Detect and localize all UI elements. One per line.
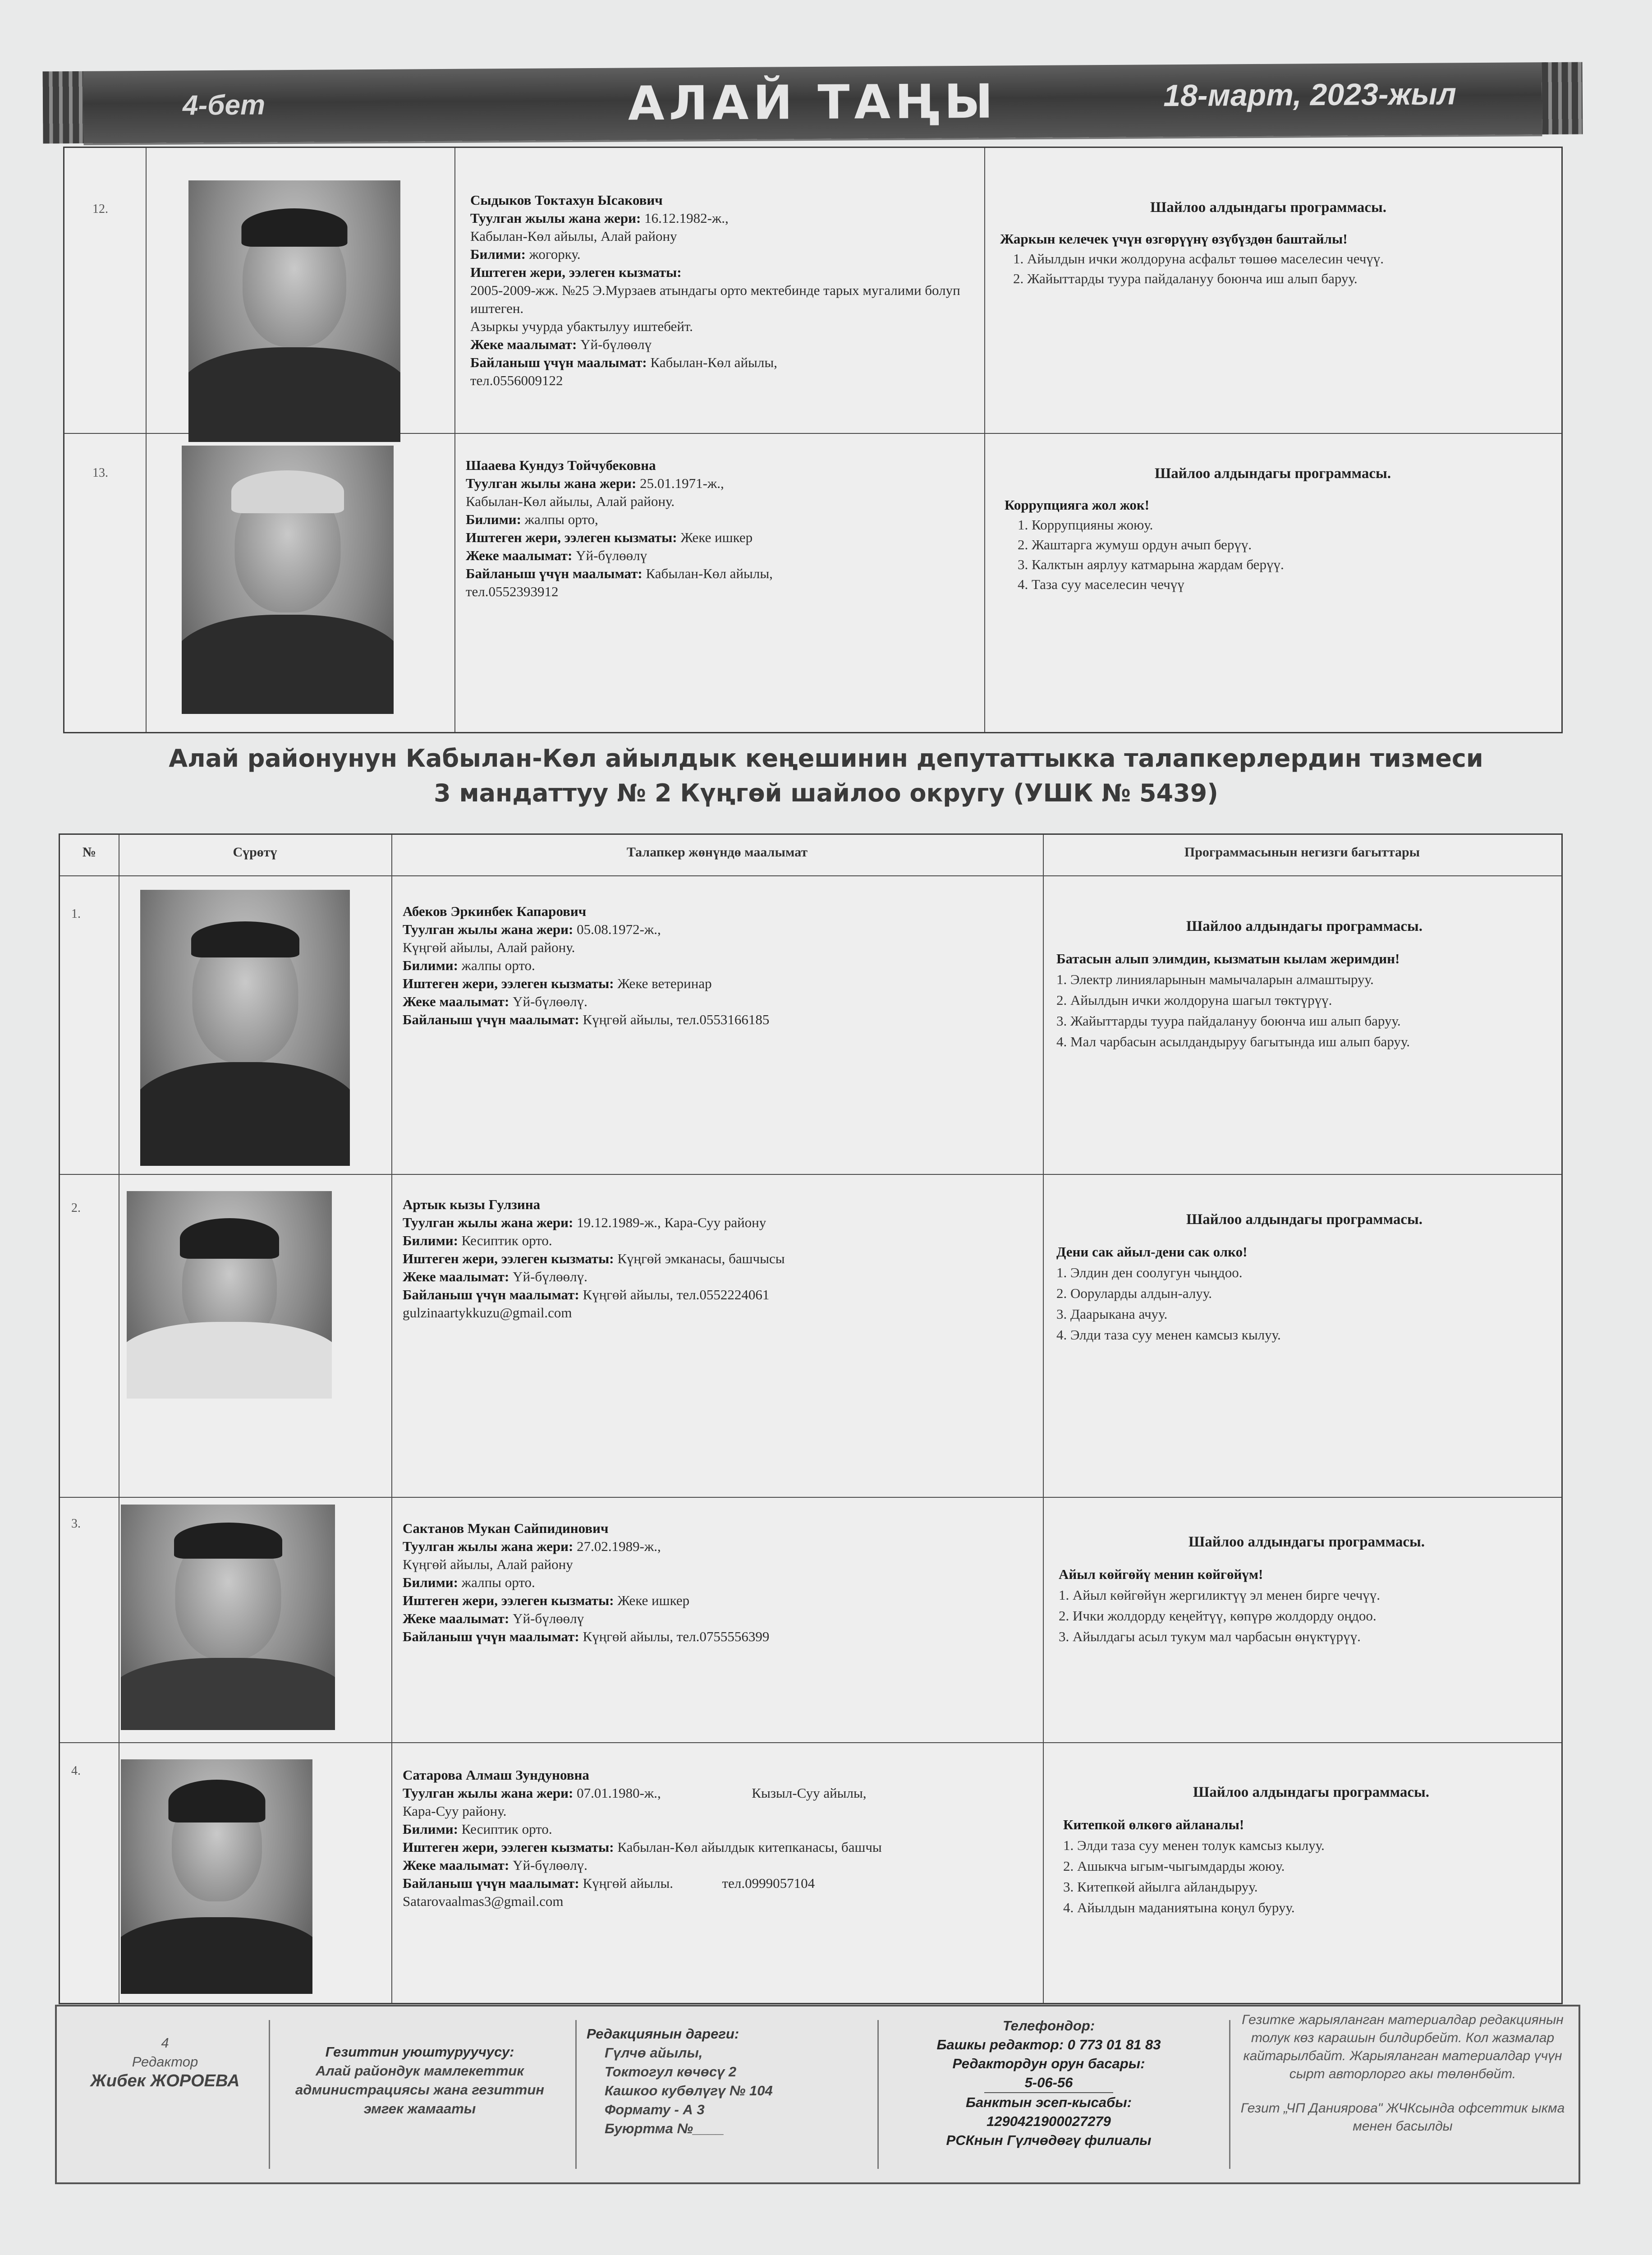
phones-block	[886, 2016, 1211, 2150]
list-item: 1. Айыл көйгөйүн жергиликтүү эл менен бирге чечүү.	[1059, 1587, 1381, 1603]
candidate-photo	[188, 180, 400, 442]
page-number: 4-бет	[182, 89, 266, 121]
program-heading: Шайлоо алдындагы программасы.	[1154, 465, 1391, 482]
address-label: Редакциянын дареги:	[587, 2026, 739, 2042]
program-slogan: Китепкой өлкөгө айланалы!	[1063, 1817, 1244, 1832]
program-heading: Шайлоо алдындагы программасы.	[1186, 1211, 1423, 1228]
candidates-table	[59, 833, 1563, 2004]
phone-deputy-number: 5-06-56	[984, 2073, 1114, 2093]
list-item: 2. Ички жолдорду кеңейтүү, көпүрө жолдорду оңдоо.	[1059, 1608, 1377, 1624]
list-item: 2. Жайыттарды туура пайдалануу боюнча иш алып баруу.	[1027, 269, 1537, 289]
notes-block	[1238, 2011, 1567, 2135]
program-list	[1000, 249, 1537, 289]
list-item: 4. Айылдын маданиятына коңул буруу.	[1063, 1900, 1295, 1915]
list-item: 3. Китепкөй айылга айландыруу.	[1063, 1879, 1258, 1895]
disclaimer-note: Гезитке жарыяланган материалдар редакциянын толук көз карашын билдирбейт. Кол жазмалар кайтарылбайт. Жарыяланган материалдар үчүн сырт авторлорго акы төлөнбөйт.	[1242, 2012, 1564, 2081]
banner-ornament-left	[43, 71, 84, 144]
candidate-photo	[127, 1191, 332, 1399]
candidate-name: Шааева Кундуз Тойчубековна	[466, 457, 656, 473]
list-item: 1. Элди таза суу менен толук камсыз кылуу.	[1063, 1837, 1325, 1853]
list-item: 4. Мал чарбасын асылдандыруу багытында иш алып баруу.	[1056, 1034, 1410, 1049]
section-title-line1: Алай районунун Кабылан-Көл айылдык кеңешинин депутаттыкка талапкерлердин тизмеси	[169, 744, 1483, 773]
row-number: 12.	[92, 202, 108, 216]
top-candidates-table	[63, 147, 1563, 733]
candidate-info: Артык кызы Гулзина Туулган жылы жана жери: 19.12.1989-ж., Кара-Суу району Билими: Кесиптик орто. Иштеген жери, ээлеген кызматы: Күңгөй эмканасы, башчысы Жеке маалымат: Үй-бүлөөлү. Байланыш үчүн маалымат: Күңгөй айылы, тел.0552224061 gulzinaartykkuzu@gmail.com	[403, 1196, 1034, 1322]
candidate-info: Шааева Кундуз Тойчубековна Туулган жылы жана жери: 25.01.1971-ж., Кабылан-Көл айылы, Алай району. Билими: жалпы орто, Иштеген жери, ээлеген кызматы: Жеке ишкер Жеке маалымат: Үй-бүлөөлү Байланыш үчүн маалымат: Кабылан-Көл айылы, тел.0552393912	[466, 456, 971, 601]
section-title	[0, 744, 1652, 807]
address-line: Кашкоо кубөлүгү № 104	[605, 2083, 773, 2099]
candidate-program	[1000, 198, 1537, 289]
list-item: 3. Даарыкана ачуу.	[1056, 1306, 1168, 1322]
candidate-photo	[121, 1759, 312, 1994]
candidate-photo	[140, 890, 350, 1166]
phone-editor: Башкы редактор: 0 773 01 81 83	[936, 2037, 1161, 2053]
candidate-program	[1059, 1532, 1555, 1647]
program-heading: Шайлоо алдындагы программасы.	[1188, 1534, 1425, 1550]
address-line: Токтогул көчөсү 2	[605, 2064, 737, 2080]
candidate-program	[1056, 1209, 1552, 1345]
list-item: 3. Жайыттарды туура пайдалануу боюнча иш алып баруу.	[1056, 1013, 1401, 1029]
program-slogan: Айыл көйгөйү менин көйгөйүм!	[1059, 1566, 1263, 1582]
candidate-photo	[121, 1505, 335, 1730]
bank-branch: РСКнын Гүлчөдөгү филиалы	[946, 2132, 1152, 2148]
list-item: 1. Электр линияларынын мамычаларын алмаштыруу.	[1056, 971, 1374, 987]
issue-date: 18-март, 2023-жыл	[1163, 77, 1457, 113]
address-block	[587, 2025, 866, 2138]
list-item: 1. Элдин ден соолугун чыңдоо.	[1056, 1265, 1243, 1280]
bank-account: 1290421900027279	[987, 2113, 1111, 2129]
address-line: Буюртма №____	[605, 2121, 724, 2136]
list-item: 3. Айылдагы асыл тукум мал чарбасын өнүктүрүү.	[1059, 1629, 1361, 1644]
list-item: 1. Коррупцияны жоюу.	[1032, 515, 1541, 535]
program-slogan: Коррупцияга жол жок!	[1005, 497, 1150, 513]
editor-name: Жибек ЖОРОЕВА	[90, 2071, 240, 2090]
founder-label: Гезиттин уюштуруучусу:	[325, 2044, 514, 2060]
row-number: 2.	[71, 1201, 81, 1215]
founder-block	[282, 2043, 557, 2118]
program-slogan: Жаркын келечек үчүн өзгөрүүнү өзүбүздөн баштайлы!	[1000, 231, 1348, 247]
column-header-program: Программасынын негизги багыттары	[1184, 845, 1420, 860]
program-slogan: Батасын алып элимдин, кызматын кылам жеримдин!	[1056, 951, 1400, 966]
candidate-name: Абеков Эркинбек Капарович	[403, 903, 587, 919]
phone-deputy: Редактордун орун басары:	[952, 2056, 1145, 2071]
list-item: 2. Ооруларды алдын-алуу.	[1056, 1285, 1212, 1301]
program-list	[1005, 515, 1541, 594]
section-title-line2: 3 мандаттуу № 2 Күңгөй шайлоо округу (УШК № 5439)	[434, 779, 1218, 807]
candidate-program	[1005, 464, 1541, 594]
list-item: 2. Айылдын ички жолдоруна шагыл төктүрүү.	[1056, 992, 1332, 1008]
phones-label: Телефондор:	[1002, 2018, 1095, 2034]
editor-block	[66, 2034, 264, 2090]
masthead-banner	[83, 62, 1542, 143]
program-heading: Шайлоо алдындагы программасы.	[1150, 199, 1387, 216]
newspaper-name: АЛАЙ ТАҢЫ	[628, 74, 998, 131]
row-number: 3.	[71, 1517, 81, 1531]
address-line: Формату - А 3	[605, 2102, 705, 2117]
imprint-box	[55, 2005, 1580, 2184]
editor-number: 4	[161, 2035, 169, 2051]
address-line: Гүлчө айылы,	[605, 2045, 703, 2061]
candidate-info: Сактанов Мукан Сайпидинович Туулган жылы жана жери: 27.02.1989-ж., Күңгөй айылы, Алай району Билими: жалпы орто. Иштеген жери, ээлеген кызматы: Жеке ишкер Жеке маалымат: Үй-бүлөөлү Байланыш үчүн маалымат: Күңгөй айылы, тел.0755556399	[403, 1519, 1034, 1646]
list-item: 3. Калктын аярлуу катмарына жардам берүү.	[1032, 555, 1541, 575]
column-header-photo: Сүрөтү	[233, 845, 277, 860]
candidate-name: Артык кызы Гулзина	[403, 1197, 541, 1212]
candidate-info: Абеков Эркинбек Капарович Туулган жылы жана жери: 05.08.1972-ж., Күңгөй айылы, Алай району. Билими: жалпы орто. Иштеген жери, ээлеген кызматы: Жеке ветеринар Жеке маалымат: Үй-бүлөөлү. Байланыш үчүн маалымат: Күңгөй айылы, тел.0553166185	[403, 902, 1034, 1029]
list-item: 4. Таза суу маселесин чечүү	[1032, 575, 1541, 594]
candidate-program	[1056, 916, 1552, 1052]
candidate-info: Сатарова Алмаш Зундуновна Туулган жылы жана жери: 07.01.1980-ж., Кызыл-Суу айылы, Кара-Суу району. Билими: Кесиптик орто. Иштеген жери, ээлеген кызматы: Кабылан-Көл айылдык китепканасы, башчы Жеке маалымат: Үй-бүлөөлү. Байланыш үчүн маалымат: Күңгөй айылы. тел.0999057104 Satarovaalmas3@gmail.com	[403, 1766, 1034, 1910]
column-header-number: №	[82, 845, 96, 860]
list-item: 1. Айылдын ички жолдоруна асфальт төшөө маселесин чечүү.	[1027, 249, 1537, 269]
candidate-name: Сактанов Мукан Сайпидинович	[403, 1520, 609, 1536]
program-heading: Шайлоо алдындагы программасы.	[1193, 1784, 1430, 1800]
candidate-name: Сыдыков Токтахун Ысакович	[470, 192, 663, 208]
program-slogan: Дени сак айыл-дени сак олко!	[1056, 1244, 1248, 1260]
list-item: 2. Ашыкча ыгым-чыгымдарды жоюу.	[1063, 1858, 1285, 1874]
banner-ornament-right	[1542, 62, 1583, 135]
program-heading: Шайлоо алдындагы программасы.	[1186, 918, 1423, 934]
row-number: 13.	[92, 466, 108, 480]
candidate-info: Сыдыков Токтахун Ысакович Туулган жылы жана жери: 16.12.1982-ж., Кабылан-Көл айылы, Алай району Билими: жогорку. Иштеген жери, ээлеген кызматы: 2005-2009-жж. №25 Э.Мурзаев атындагы орто мектебинде тарых мугалими болуп иштеген. Азыркы учурда убактылуу иштебейт. Жеке маалымат: Үй-бүлөөлү Байланыш үчүн маалымат: Кабылан-Көл айылы, тел.0556009122	[470, 191, 971, 390]
list-item: 2. Жаштарга жумуш ордун ачып берүү.	[1032, 535, 1541, 555]
column-header-info: Талапкер жөнүндө маалымат	[626, 845, 808, 860]
printing-note: Гезит „ЧП Данияровa" ЖЧКсында офсеттик ыкма менен басылды	[1240, 2101, 1565, 2134]
list-item: 4. Элди таза суу менен камсыз кылуу.	[1056, 1327, 1281, 1343]
founder-text: Алай райондук мамлекеттик администрациясы жана гезиттин эмгек жамааты	[295, 2063, 545, 2117]
editor-title: Редактор	[132, 2054, 198, 2070]
candidate-name: Сатарова Алмаш Зундуновна	[403, 1767, 589, 1783]
row-number: 4.	[71, 1764, 81, 1778]
bank-label: Банктын эсеп-кысабы:	[965, 2094, 1132, 2110]
candidate-photo	[182, 446, 394, 714]
row-number: 1.	[71, 907, 81, 921]
candidate-program	[1063, 1782, 1559, 1918]
